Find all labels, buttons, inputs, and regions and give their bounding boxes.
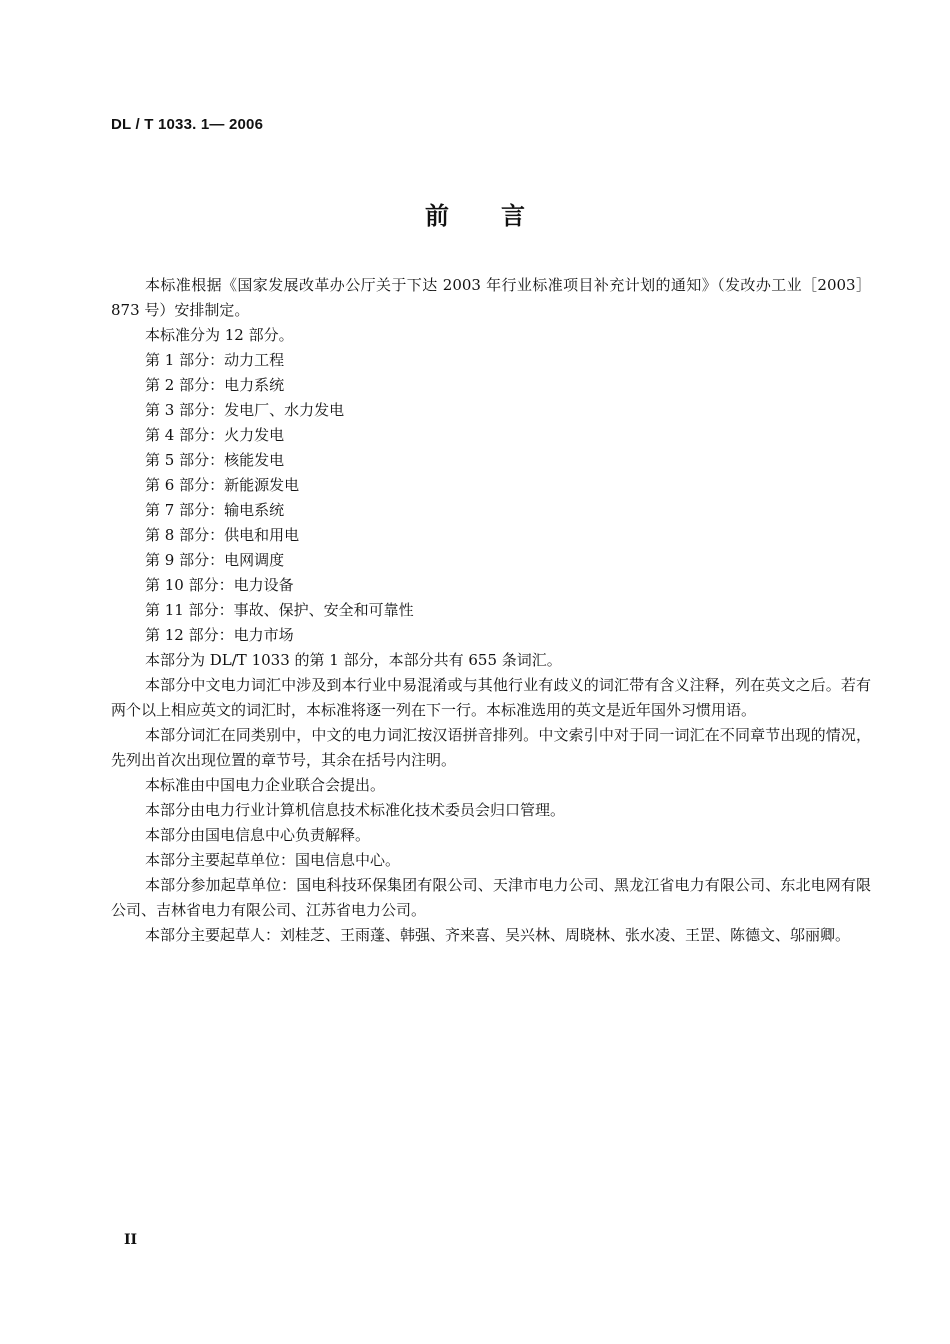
- part-list-item: 第 4 部分：火力发电: [145, 426, 285, 444]
- standard-code: DL / T 1033. 1— 2006: [111, 116, 264, 133]
- part-list-item: 第 11 部分：事故、保护、安全和可靠性: [145, 601, 414, 619]
- paragraph-participating-units: 本部分参加起草单位：国电科技环保集团有限公司、天津市电力公司、黑龙江省电力有限公司、东北电网有限公司、吉林省电力有限公司、江苏省电力公司。: [111, 876, 871, 919]
- page-title: 前言: [425, 202, 577, 230]
- paragraph-main-drafter-unit: 本部分主要起草单位：国电信息中心。: [145, 851, 401, 869]
- paragraph-management: 本部分由电力行业计算机信息技术标准化技术委员会归口管理。: [145, 801, 566, 819]
- paragraph-proposer: 本标准由中国电力企业联合会提出。: [145, 776, 386, 794]
- part-list-item: 第 12 部分：电力市场: [145, 626, 294, 644]
- page-number: II: [124, 1232, 138, 1248]
- part-list-item: 第 1 部分：动力工程: [145, 351, 285, 369]
- paragraph-parts-count: 本标准分为 12 部分。: [145, 326, 294, 344]
- part-list-item: 第 5 部分：核能发电: [145, 451, 285, 469]
- paragraph-annotation-note: 本部分中文电力词汇中涉及到本行业中易混淆或与其他行业有歧义的词汇带有含义注释，列在英文之后。若有两个以上相应英文的词汇时，本标准将逐一列在下一行。本标准选用的英文是近年国外习惯用语。: [111, 676, 871, 719]
- paragraph-ordering-note: 本部分词汇在同类别中，中文的电力词汇按汉语拼音排列。中文索引中对于同一词汇在不同章节出现的情况，先列出首次出现位置的章节号，其余在括号内注明。: [111, 726, 871, 769]
- part-list-item: 第 8 部分：供电和用电: [145, 526, 300, 544]
- part-list-item: 第 9 部分：电网调度: [145, 551, 285, 569]
- part-list-item: 第 2 部分：电力系统: [145, 376, 285, 394]
- foreword-body: [111, 273, 871, 948]
- part-list-item: 第 6 部分：新能源发电: [145, 476, 300, 494]
- part-list-item: 第 10 部分：电力设备: [145, 576, 294, 594]
- part-list-item: 第 7 部分：输电系统: [145, 501, 285, 519]
- paragraph-vocabulary-count: 本部分为 DL/T 1033 的第 1 部分，本部分共有 655 条词汇。: [145, 651, 562, 669]
- paragraph-drafters: 本部分主要起草人：刘桂芝、王雨蓬、韩强、齐来喜、吴兴林、周晓林、张水凌、王罡、陈德文、邬丽卿。: [145, 926, 851, 944]
- paragraph-basis: 本标准根据《国家发展改革办公厅关于下达 2003 年行业标准项目补充计划的通知》（发改办工业［2003］873 号）安排制定。: [111, 276, 871, 319]
- paragraph-interpretation: 本部分由国电信息中心负责解释。: [145, 826, 371, 844]
- part-list-item: 第 3 部分：发电厂、水力发电: [145, 401, 345, 419]
